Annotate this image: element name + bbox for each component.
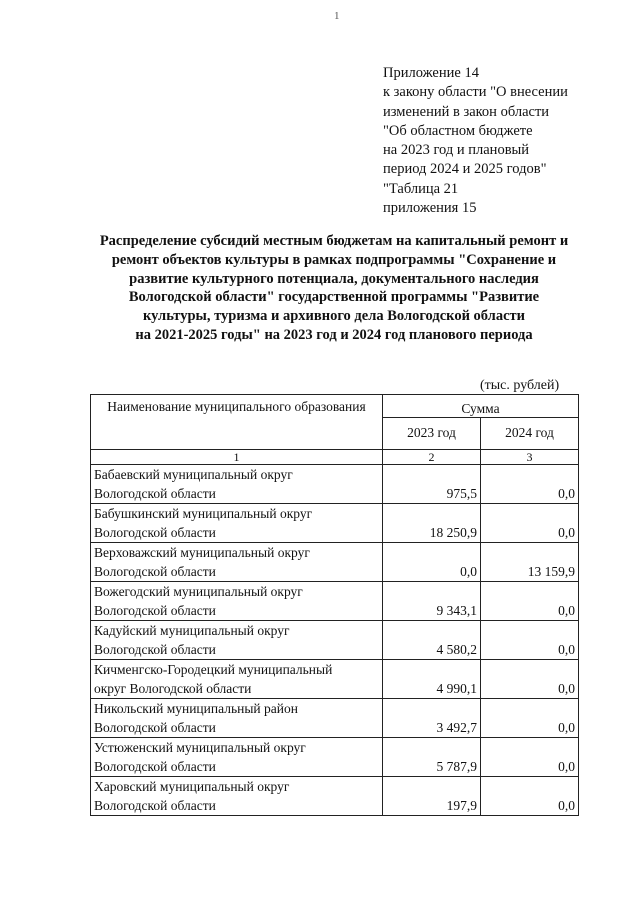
header-municipality: Наименование муниципального образования [91, 395, 383, 450]
document-title [84, 232, 584, 345]
header-sum: Сумма [383, 395, 579, 418]
value-2024: 0,0 [481, 465, 579, 504]
name-line: Вологодской области [94, 603, 216, 618]
value-2023: 5 787,9 [383, 738, 481, 777]
column-number: 1 [91, 450, 383, 465]
municipality-name [91, 504, 383, 543]
table-row [91, 660, 579, 699]
municipality-name [91, 738, 383, 777]
table-row [91, 504, 579, 543]
municipality-name [91, 543, 383, 582]
value-2024: 0,0 [481, 621, 579, 660]
units-label: (тыс. рублей) [480, 378, 560, 393]
municipality-name [91, 777, 383, 816]
value-2023: 197,9 [383, 777, 481, 816]
page-number: 1 [334, 10, 340, 22]
subsidies-table [90, 394, 579, 816]
appendix-line: "Об областном бюджете [383, 122, 533, 139]
table-row [91, 465, 579, 504]
value-2024: 0,0 [481, 738, 579, 777]
value-2023: 4 580,2 [383, 621, 481, 660]
table-row [91, 699, 579, 738]
title-line: на 2021-2025 годы" на 2023 год и 2024 год планового периода [135, 326, 533, 343]
title-line: Распределение субсидий местным бюджетам на капитальный ремонт и [99, 233, 569, 249]
title-line: культуры, туризма и архивного дела Вологодской области [143, 308, 525, 325]
value-2024: 13 159,9 [481, 543, 579, 582]
title-line: ремонт объектов культуры в рамках подпрограммы "Сохранение и [111, 251, 557, 268]
column-number: 2 [383, 450, 481, 465]
name-line: Бабаевский муниципальный округ [94, 467, 293, 482]
header-year-2024: 2024 год [481, 417, 579, 449]
name-line: Вожегодский муниципальный округ [94, 584, 303, 599]
name-line: Вологодской области [94, 525, 216, 540]
table-row [91, 621, 579, 660]
value-2024: 0,0 [481, 777, 579, 816]
name-line: Никольский муниципальный район [94, 701, 298, 716]
value-2024: 0,0 [481, 582, 579, 621]
name-line: Харовский муниципальный округ [94, 779, 290, 794]
municipality-name [91, 582, 383, 621]
value-2023: 0,0 [383, 543, 481, 582]
value-2024: 0,0 [481, 504, 579, 543]
column-number: 3 [481, 450, 579, 465]
municipality-name [91, 660, 383, 699]
municipality-name [91, 621, 383, 660]
municipality-name [91, 699, 383, 738]
name-line: Кичменгско-Городецкий муниципальный [94, 662, 333, 677]
title-line: развитие культурного потенциала, документального наследия [129, 270, 539, 287]
appendix-line: период 2024 и 2025 годов" [383, 161, 547, 178]
appendix-reference [383, 64, 568, 218]
value-2023: 18 250,9 [383, 504, 481, 543]
value-2023: 975,5 [383, 465, 481, 504]
appendix-line: "Таблица 21 [383, 180, 459, 197]
name-line: Вологодской области [94, 720, 216, 735]
name-line: Вологодской области [94, 798, 216, 813]
name-line: Верховажский муниципальный округ [94, 545, 310, 560]
value-2024: 0,0 [481, 699, 579, 738]
name-line: Устюженский муниципальный округ [94, 740, 306, 755]
header-year-2023: 2023 год [383, 417, 481, 449]
value-2023: 9 343,1 [383, 582, 481, 621]
table-row [91, 582, 579, 621]
table-row [91, 738, 579, 777]
name-line: Бабушкинский муниципальный округ [94, 506, 313, 521]
name-line: Вологодской области [94, 486, 216, 501]
table-row [91, 777, 579, 816]
appendix-line: Приложение 14 [383, 65, 479, 81]
name-line: Вологодской области [94, 759, 216, 774]
name-line: Вологодской области [94, 564, 216, 579]
name-line: округ Вологодской области [94, 681, 252, 696]
appendix-line: на 2023 год и плановый [383, 142, 530, 159]
appendix-line: к закону области "О внесении [383, 84, 568, 101]
appendix-line: изменений в закон области [383, 103, 550, 120]
value-2024: 0,0 [481, 660, 579, 699]
value-2023: 3 492,7 [383, 699, 481, 738]
name-line: Вологодской области [94, 642, 216, 657]
name-line: Кадуйский муниципальный округ [94, 623, 290, 638]
municipality-name [91, 465, 383, 504]
value-2023: 4 990,1 [383, 660, 481, 699]
appendix-line: приложения 15 [383, 200, 477, 217]
table-row [91, 543, 579, 582]
title-line: Вологодской области" государственной программы "Развитие [128, 289, 540, 306]
